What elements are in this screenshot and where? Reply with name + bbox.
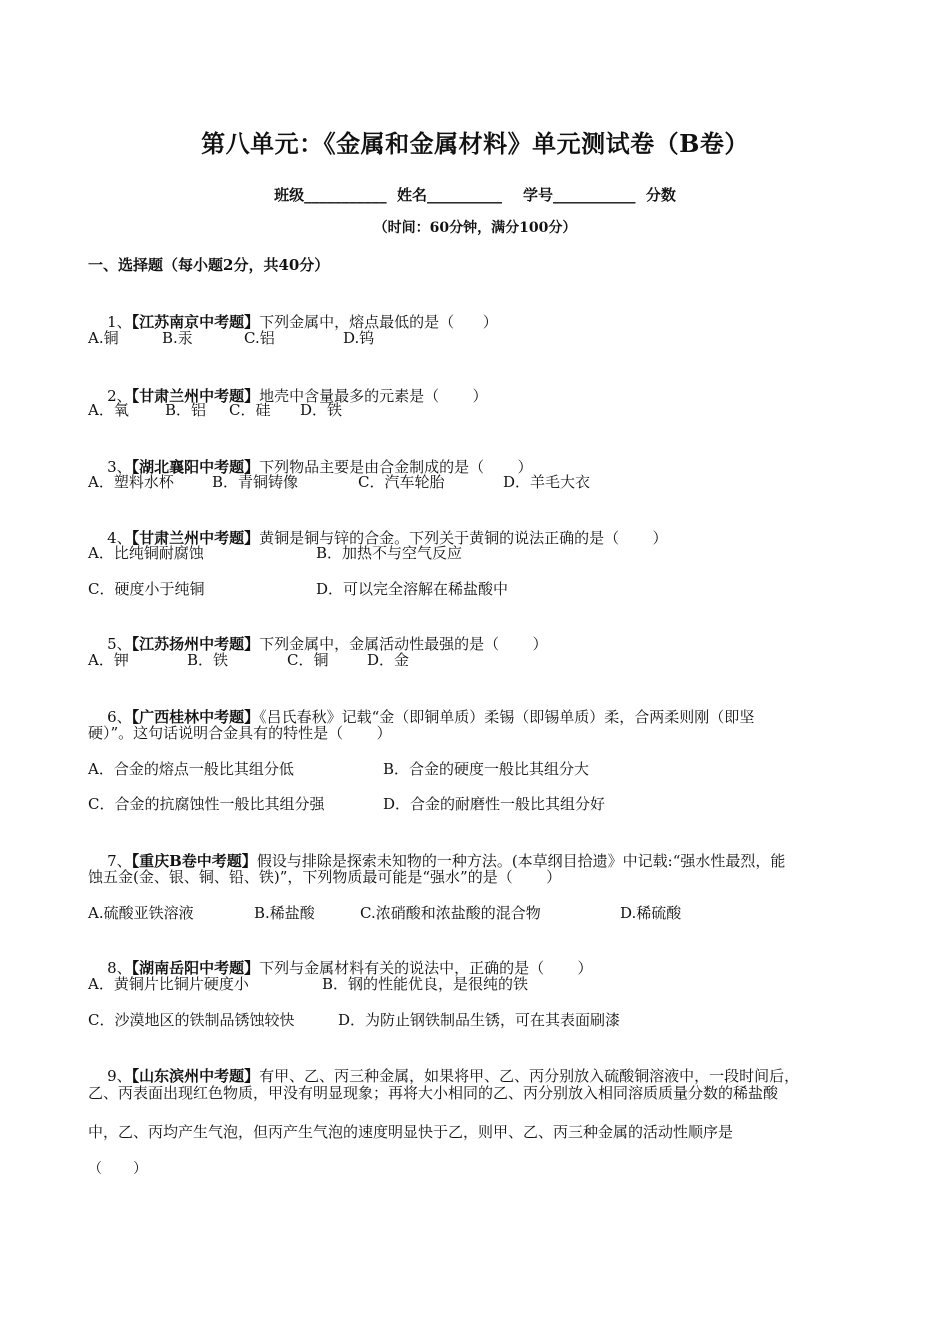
question-6: 6、【广西桂林中考题】《吕氏春秋》记载“金（即铜单质）柔锡（即锡单质）柔，合两柔则刚（即坚 (107, 708, 755, 726)
question-5: 5、【江苏扬州中考题】下列金属中，金属活动性最强的是（ ） (107, 635, 548, 653)
option-b: B.稀盐酸 (254, 904, 315, 922)
option-c: C．汽车轮胎 (358, 473, 445, 491)
question-6-continued: 硬）”。这句话说明合金具有的特性是（ ） (88, 724, 392, 742)
option-a: A．比纯铜耐腐蚀 (88, 544, 204, 562)
question-8: 8、【湖南岳阳中考题】下列与金属材料有关的说法中，正确的是（ ） (107, 959, 593, 977)
option-a: A.铜 (88, 329, 119, 347)
option-a: A.硫酸亚铁溶液 (88, 904, 194, 922)
question-source: 【湖北襄阳中考题】 (131, 458, 260, 476)
question-source: 【江苏南京中考题】 (131, 313, 260, 331)
option-a: A．黄铜片比铜片硬度小 (88, 975, 249, 993)
option-d: D．可以完全溶解在稀盐酸中 (316, 580, 509, 598)
question-source: 【甘肃兰州中考题】 (131, 387, 260, 405)
option-d: D．为防止钢铁制品生锈，可在其表面刷漆 (338, 1011, 621, 1029)
question-9-line-3: 中，乙、丙均产生气泡，但丙产生气泡的速度明显快于乙，则甲、乙、丙三种金属的活动性顺序是 (88, 1123, 734, 1141)
question-9: 9、【山东滨州中考题】有甲、乙、丙三种金属，如果将甲、乙、丙分别放入硫酸铜溶液中，一段时间后， (107, 1067, 800, 1085)
question-source: 【重庆B卷中考题】 (131, 852, 257, 870)
question-9-line-2: 乙、丙表面出现红色物质，甲没有明显现象；再将大小相同的乙、丙分别放入相同溶质质量分数的稀盐酸 (88, 1084, 779, 1102)
section-heading: 一、选择题（每小题2分，共40分） (88, 256, 330, 274)
answer-blank: （ ） (88, 1161, 148, 1177)
option-d: D.稀硫酸 (620, 904, 682, 922)
option-b: B．合金的硬度一般比其组分大 (383, 760, 590, 778)
option-d: D.钨 (343, 329, 375, 347)
question-1: 1、【江苏南京中考题】下列金属中，熔点最低的是（ ） (107, 313, 498, 331)
option-d: D．羊毛大衣 (503, 473, 591, 491)
question-source: 【山东滨州中考题】 (131, 1067, 260, 1085)
option-a: A．塑料水杯 (88, 473, 174, 491)
time-score-line: （时间：60分钟，满分100分） (373, 220, 577, 236)
option-b: B.汞 (162, 329, 193, 347)
option-d: D．金 (367, 651, 410, 669)
question-7-continued: 蚀五金(金、银、铜、铅、铁)”，下列物质最可能是“强水”的是（ ） (88, 868, 562, 886)
option-b: B．铁 (187, 651, 229, 669)
option-c: C．合金的抗腐蚀性一般比其组分强 (88, 795, 325, 813)
option-c: C.铝 (244, 329, 275, 347)
question-source: 【湖南岳阳中考题】 (131, 959, 260, 977)
option-c: C．硬度小于纯铜 (88, 580, 205, 598)
option-c: C．沙漠地区的铁制品锈蚀较快 (88, 1011, 295, 1029)
option-c: C．硅 (229, 401, 271, 419)
option-a: A．合金的熔点一般比其组分低 (88, 760, 294, 778)
question-2: 2、【甘肃兰州中考题】地壳中含量最多的元素是（ ） (107, 387, 488, 405)
question-7: 7、【重庆B卷中考题】假设与排除是探索未知物的一种方法。(本草纲目拾遗》中记载:“强水性最烈，能 (107, 852, 786, 870)
question-source: 【江苏扬州中考题】 (131, 635, 260, 653)
option-d: D．合金的耐磨性一般比其组分好 (383, 795, 606, 813)
option-a: A．钾 (88, 651, 129, 669)
option-b: B．钢的性能优良，是很纯的铁 (322, 975, 529, 993)
option-b: B．加热不与空气反应 (316, 544, 463, 562)
option-c: C.浓硝酸和浓盐酸的混合物 (360, 904, 541, 922)
option-b: B．铝 (165, 401, 207, 419)
option-d: D．铁 (300, 401, 343, 419)
question-4: 4、【甘肃兰州中考题】黄铜是铜与锌的合金。下列关于黄铜的说法正确的是（ ） (107, 529, 668, 547)
student-info-line: 班级___________ 姓名__________ 学号___________ 分数 (274, 186, 676, 204)
question-source: 【甘肃兰州中考题】 (131, 529, 260, 547)
option-b: B．青铜铸像 (212, 473, 299, 491)
question-source: 【广西桂林中考题】 (131, 708, 260, 726)
option-a: A．氧 (88, 401, 129, 419)
page-title: 第八单元：《金属和金属材料》单元测试卷（B卷） (201, 129, 749, 158)
question-3: 3、【湖北襄阳中考题】下列物品主要是由合金制成的是（ ） (107, 458, 533, 476)
option-c: C．铜 (287, 651, 329, 669)
